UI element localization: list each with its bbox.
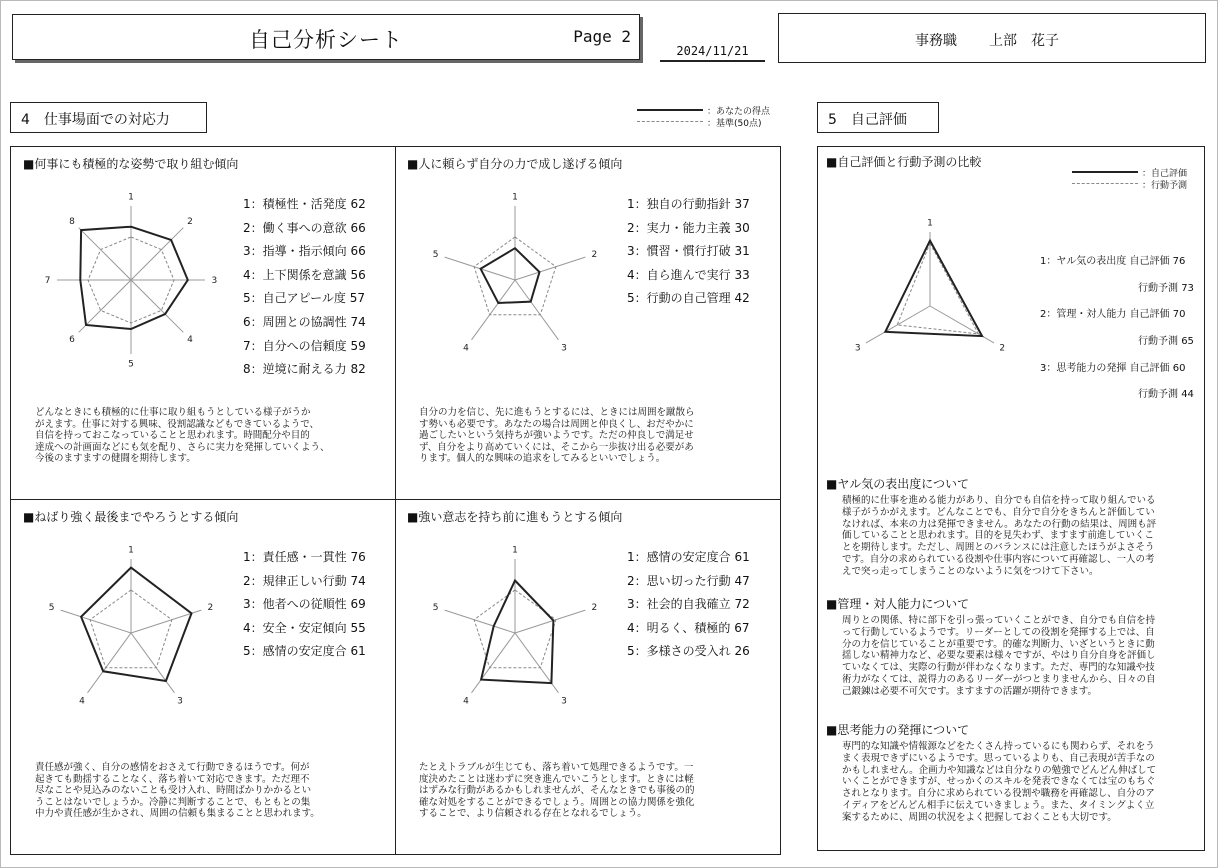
score-value: 33 bbox=[734, 267, 750, 282]
score-value: 72 bbox=[734, 597, 750, 612]
comment-line: ず、自分をより高めていくには、そこから一歩抜け出る必要があ bbox=[419, 441, 694, 453]
comment-line: 度決めたことは迷わずに突き進んでいこうとします。ときには軽 bbox=[419, 773, 694, 785]
self-eval-legend bbox=[1072, 166, 1202, 190]
self-eval-label: 3：思考能力の発揮 bbox=[1040, 363, 1127, 374]
panel-comment bbox=[419, 407, 743, 465]
legend-predict-line bbox=[1072, 183, 1138, 184]
title-box bbox=[12, 14, 640, 60]
predict-value: 65 bbox=[1181, 336, 1194, 347]
radar-axis-label: 6 bbox=[69, 334, 75, 345]
score-value: 30 bbox=[734, 220, 750, 235]
comment-line: はずみな行動があるかもしれませんが、そんなときでも事後の的 bbox=[419, 785, 695, 797]
legend-score-line bbox=[637, 109, 703, 111]
score-value: 47 bbox=[734, 573, 750, 588]
section5-heading: 5 自己評価 bbox=[817, 102, 939, 133]
self-eval-type: 自己評価 bbox=[1129, 309, 1170, 320]
legend-self-line bbox=[1072, 171, 1138, 173]
predict-type: 行動予測 bbox=[1138, 389, 1178, 400]
score-list bbox=[243, 548, 393, 666]
text-line: 分の力を信じていることが重要です。的確な判断力、いざというときに動 bbox=[842, 638, 1155, 650]
comment-line: 責任感が強く、自分の感情をおさえて行動できるほうです。何が bbox=[35, 762, 310, 773]
self-eval-row bbox=[1040, 252, 1185, 267]
panel-proactive bbox=[11, 147, 395, 500]
predict-row bbox=[1138, 279, 1194, 294]
text-line: されとなります。自分に求められている役割や職務を再確認し、自分のア bbox=[842, 788, 1155, 800]
radar-axis-label: 1 bbox=[512, 192, 518, 203]
text-line: 周りとの関係、特に部下を引っ張っていくことができ、自分でも自信を持 bbox=[842, 615, 1156, 626]
score-item bbox=[627, 548, 777, 572]
score-item bbox=[243, 219, 393, 243]
score-value: 61 bbox=[350, 644, 366, 659]
page-number: Page 2 bbox=[573, 27, 631, 46]
sheet-title: 自己分析シート bbox=[249, 28, 403, 52]
score-list bbox=[243, 195, 393, 384]
score-value: 67 bbox=[734, 620, 750, 635]
thinking-text bbox=[842, 741, 1188, 824]
radar-axis-line bbox=[515, 280, 558, 340]
score-value: 74 bbox=[350, 573, 366, 588]
score-item bbox=[627, 619, 777, 643]
score-value: 74 bbox=[350, 314, 366, 329]
legend-baseline-line bbox=[637, 121, 703, 122]
radar-axis-label: 3 bbox=[211, 276, 218, 286]
comment-line: どんなときにも積極的に仕事に取り組もうとしている様子がうか bbox=[35, 407, 311, 418]
comment-line: うことはないでしょうか。冷静に判断することで、もともとの集 bbox=[35, 796, 311, 808]
score-value: 66 bbox=[350, 244, 366, 259]
text-line: 揺しない精神力など、必要な要素は様々ですが、やはり自分自身を評価し bbox=[842, 650, 1156, 662]
radar-axis-line bbox=[61, 610, 131, 633]
text-line: 様子がうかがえます。どんなことでも、自分で自分をきちんと評価してい bbox=[842, 506, 1155, 518]
text-line: えで突っ走ってしまうことのないように気をつけて下さい。 bbox=[842, 565, 1099, 577]
score-value: 82 bbox=[350, 362, 366, 377]
comment-line: 自分の力を信じ、先に進もうとするには、ときには周囲を蹴散ら bbox=[419, 407, 695, 418]
score-value: 76 bbox=[350, 550, 366, 564]
comment-line: ります。個人的な興味の追求をしてみるといいでしょう。 bbox=[419, 453, 666, 465]
comment-line: 過ごしたいという気持ちが強いようです。ただの仲良しで満足せ bbox=[419, 430, 694, 442]
radar-axis-line bbox=[472, 280, 515, 340]
legend-self-label: ：自己評価 bbox=[1142, 169, 1188, 179]
radar-axis-label: 2 bbox=[591, 603, 598, 614]
self-eval-value: 76 bbox=[1172, 256, 1186, 267]
score-item bbox=[243, 360, 393, 384]
radar-score-polygon bbox=[481, 248, 540, 303]
score-value: 31 bbox=[734, 244, 750, 259]
person-name: 上部 花子 bbox=[989, 33, 1059, 49]
radar-axis-line bbox=[930, 306, 994, 343]
radar-axis-label: 7 bbox=[44, 276, 51, 286]
score-label: 5：自己アピール度 bbox=[243, 291, 346, 306]
score-label: 2：働く事への意欲 bbox=[243, 220, 347, 235]
self-eval-label: 1：ヤル気の表出度 bbox=[1040, 256, 1127, 267]
score-label: 6：周囲との協調性 bbox=[243, 314, 347, 329]
radar-score-polygon bbox=[885, 241, 982, 337]
panel-independent bbox=[395, 147, 779, 500]
score-item bbox=[243, 195, 393, 219]
self-eval-value: 70 bbox=[1172, 309, 1186, 320]
score-item bbox=[627, 595, 777, 619]
score-label: 1：感情の安定度合 bbox=[627, 550, 731, 564]
predict-value: 44 bbox=[1181, 389, 1194, 400]
radar-axis-label: 3 bbox=[177, 696, 183, 707]
comment-line: 達成への計画面などにも気を配り、さらに実力を発揮していくよう、 bbox=[35, 441, 330, 453]
radar-axis-label: 1 bbox=[128, 545, 134, 556]
comment-line: たとえトラブルが生じても、落ち着いて処理できるようです。一 bbox=[419, 762, 694, 773]
radar-axis-label: 5 bbox=[48, 603, 55, 614]
score-label: 2：実力・能力主義 bbox=[627, 220, 731, 235]
text-line: 己鍛錬は必要不可欠です。ますますの活躍が期待できます。 bbox=[842, 685, 1097, 697]
text-line: です。自分の求められている役割や仕事内容について再確認し、一人の考 bbox=[842, 553, 1155, 565]
radar-axis-label: 1 bbox=[512, 545, 518, 556]
score-value: 42 bbox=[734, 291, 750, 306]
score-label: 5：感情の安定度合 bbox=[243, 644, 347, 659]
score-label: 4：自ら進んで実行 bbox=[627, 267, 731, 282]
comment-line: 自信を持っておこなっていることと思われます。時間配分や目的 bbox=[35, 430, 310, 442]
radar-axis-label: 2 bbox=[187, 217, 193, 228]
management-text bbox=[842, 615, 1188, 698]
score-item bbox=[627, 219, 777, 243]
radar-axis-line bbox=[79, 228, 131, 280]
score-label: 4：上下関係を意識 bbox=[243, 267, 347, 282]
radar-axis-label: 3 bbox=[561, 696, 567, 707]
text-line: 案するために、周囲の状況をよく把握しておくことも大切です。 bbox=[842, 811, 1117, 823]
radar-axis-label: 1 bbox=[128, 192, 134, 203]
radar-chart-proactive bbox=[31, 185, 231, 375]
radar-score-polygon bbox=[80, 227, 188, 329]
score-label: 1：責任感・一貫性 bbox=[243, 550, 347, 564]
report-date: 2024/11/21 bbox=[660, 44, 765, 62]
score-item bbox=[243, 313, 393, 337]
radar-chart-persistent bbox=[31, 538, 231, 728]
radar-axis-line bbox=[88, 633, 131, 693]
text-line: 積極的に仕事を進める能力があり、自分でも自信を持って取り組んでいる bbox=[842, 495, 1156, 506]
motivation-text bbox=[842, 495, 1188, 578]
panel-title: ■ねばり強く最後までやろうとする傾向 bbox=[23, 510, 239, 524]
radar-axis-line bbox=[472, 633, 515, 693]
self-eval-value: 60 bbox=[1172, 363, 1186, 374]
score-item bbox=[243, 572, 393, 596]
score-value: 26 bbox=[734, 644, 750, 659]
radar-axis-label: 1 bbox=[927, 218, 933, 229]
text-line: かもしれません。企画力や知識などは自分なりの勉強でどんどん伸ばして bbox=[842, 764, 1157, 776]
score-label: 1：積極性・活発度 bbox=[243, 197, 347, 211]
score-label: 5：行動の自己管理 bbox=[627, 291, 731, 306]
panel-strong-will bbox=[395, 500, 779, 853]
comment-line: 尽なことや見込みのないことも受け入れ、時間ばかりかかるとい bbox=[35, 785, 312, 797]
score-list bbox=[627, 548, 777, 666]
panel-title: ■人に頼らず自分の力で成し遂げる傾向 bbox=[407, 157, 623, 171]
score-label: 7：自分への信頼度 bbox=[243, 338, 347, 353]
section4-heading: 4 仕事場面での対応力 bbox=[10, 102, 207, 133]
self-eval-type: 自己評価 bbox=[1129, 363, 1170, 374]
predict-row bbox=[1138, 385, 1194, 400]
text-line: まく表現できずにいるようです。思っているよりも、自己表現が苦手なの bbox=[842, 752, 1155, 764]
radar-axis-line bbox=[131, 280, 183, 332]
score-value: 57 bbox=[349, 291, 366, 306]
text-line: ていなくては、実際の行動が伴わなくなります。ただ、専門的な知識や技 bbox=[842, 662, 1155, 674]
score-item bbox=[243, 548, 393, 572]
panel-title: ■強い意志を持ち前に進もうとする傾向 bbox=[407, 510, 623, 524]
radar-axis-label: 4 bbox=[463, 343, 469, 354]
radar-axis-line bbox=[866, 306, 930, 343]
section4-legend bbox=[637, 104, 782, 128]
score-item bbox=[243, 337, 393, 361]
score-label: 3：慣習・慣行打破 bbox=[627, 244, 731, 259]
radar-axis-label: 2 bbox=[591, 250, 598, 261]
score-value: 59 bbox=[350, 338, 366, 353]
score-label: 3：指導・指示傾向 bbox=[243, 244, 347, 259]
score-item bbox=[243, 289, 393, 313]
self-eval-row bbox=[1040, 305, 1185, 320]
radar-axis-label: 4 bbox=[463, 696, 469, 707]
panel-comment bbox=[419, 762, 743, 820]
score-label: 5：多様さの受入れ bbox=[627, 644, 731, 659]
text-line: なければ、本来の力は発揮できません。あなたの行動の結果は、周囲も評 bbox=[842, 518, 1157, 530]
name-box bbox=[778, 13, 1206, 63]
score-label: 8：逆境に耐える力 bbox=[243, 362, 347, 377]
comment-line: することで、より信頼される存在となれるでしょう。 bbox=[419, 808, 647, 820]
score-item bbox=[627, 195, 777, 219]
score-value: 66 bbox=[350, 220, 366, 235]
comment-line: 確な対処をすることができるでしょう。周囲との協力関係を強化 bbox=[419, 796, 695, 808]
motivation-heading: ■ヤル気の表出度について bbox=[826, 477, 969, 491]
text-line: 術力がなくては、説得力のあるリーダーがつとまりませんから、日々の自 bbox=[842, 673, 1156, 685]
score-value: 37 bbox=[734, 197, 750, 211]
score-label: 4：安全・安定傾向 bbox=[243, 620, 347, 635]
score-item bbox=[627, 289, 777, 313]
management-heading: ■管理・対人能力について bbox=[826, 597, 970, 611]
self-eval-row bbox=[1040, 359, 1185, 374]
comment-line: す勢いも必要です。あなたの場合は周囲と仲良くし、おだやかに bbox=[419, 418, 694, 430]
radar-axis-label: 2 bbox=[999, 343, 1006, 354]
radar-chart-strong-will bbox=[415, 538, 615, 728]
score-label: 1：独自の行動指針 bbox=[627, 197, 731, 211]
radar-score-polygon bbox=[81, 568, 191, 681]
panel-comment bbox=[35, 762, 359, 820]
self-eval-label: 2：管理・対人能力 bbox=[1040, 309, 1127, 320]
score-list bbox=[627, 195, 777, 313]
radar-axis-label: 4 bbox=[187, 334, 193, 345]
score-item bbox=[243, 242, 393, 266]
radar-axis-line bbox=[445, 610, 515, 633]
score-value: 69 bbox=[350, 597, 366, 612]
thinking-heading: ■思考能力の発揮について bbox=[826, 723, 970, 737]
text-line: イディアをどんどん相手に伝えていきましょう。また、タイミングよく立 bbox=[842, 799, 1155, 811]
score-label: 2：規律正しい行動 bbox=[243, 573, 347, 588]
radar-axis-label: 2 bbox=[207, 603, 214, 614]
text-line: いくことができますが、せっかくのスキルを発表できなくては宝のもちぐ bbox=[842, 776, 1156, 788]
text-line: とを期待します。ただし、周囲とのバランスには注意したほうがよさそう bbox=[842, 542, 1155, 554]
score-value: 61 bbox=[734, 550, 750, 564]
radar-axis-label: 5 bbox=[128, 359, 134, 370]
radar-axis-label: 5 bbox=[432, 603, 439, 614]
score-label: 2：思い切った行動 bbox=[627, 573, 731, 588]
score-item bbox=[243, 595, 393, 619]
radar-axis-line bbox=[131, 633, 174, 693]
score-label: 4：明るく、積極的 bbox=[627, 620, 731, 635]
score-value: 56 bbox=[350, 267, 366, 282]
score-label: 3：他者への従順性 bbox=[243, 597, 347, 612]
comment-line: 今後のますますの健闘を期待します。 bbox=[35, 453, 196, 465]
predict-row bbox=[1138, 332, 1194, 347]
self-evaluation-panel bbox=[817, 146, 1205, 851]
radar-axis-label: 3 bbox=[561, 343, 567, 354]
radar-chart-self-eval bbox=[830, 211, 1030, 401]
panel-persistent bbox=[11, 500, 395, 853]
radar-axis-line bbox=[515, 257, 585, 280]
score-value: 62 bbox=[350, 197, 366, 211]
panel-title: ■何事にも積極的な姿勢で取り組む傾向 bbox=[23, 157, 239, 171]
score-item bbox=[627, 642, 777, 666]
legend-predict-label: ：行動予測 bbox=[1142, 181, 1188, 191]
radar-axis-label: 8 bbox=[69, 217, 75, 228]
predict-value: 73 bbox=[1181, 283, 1194, 294]
radar-axis-label: 4 bbox=[79, 696, 85, 707]
predict-type: 行動予測 bbox=[1138, 336, 1178, 347]
panel-comment bbox=[35, 407, 359, 465]
legend-score-label: ：あなたの得点 bbox=[707, 107, 771, 117]
radar-axis-label: 3 bbox=[854, 343, 861, 354]
score-value: 55 bbox=[350, 620, 366, 635]
radar-axis-label: 5 bbox=[432, 250, 439, 261]
score-item bbox=[243, 266, 393, 290]
job-title: 事務職 bbox=[915, 33, 957, 49]
score-item bbox=[243, 619, 393, 643]
legend-baseline-label: ：基準(50点) bbox=[707, 119, 762, 129]
score-item bbox=[627, 242, 777, 266]
predict-type: 行動予測 bbox=[1138, 283, 1178, 294]
score-label: 3：社会的自我確立 bbox=[627, 597, 731, 612]
text-line: って行動しているようです。リーダーとしての役割を発揮する上では、自 bbox=[842, 626, 1155, 638]
score-item bbox=[627, 572, 777, 596]
tendency-grid bbox=[10, 146, 781, 855]
comment-line: 起きても動揺することなく、落ち着いて対応できます。ただ理不 bbox=[35, 773, 310, 785]
score-item bbox=[627, 266, 777, 290]
score-item bbox=[243, 642, 393, 666]
text-line: 専門的な知識や情報源などをたくさん持っているにも関わらず、それをう bbox=[842, 741, 1155, 752]
text-line: 価していることと思われます。目的を見失わず、ますます前進していくこ bbox=[842, 530, 1154, 542]
self-eval-title: ■自己評価と行動予測の比較 bbox=[826, 155, 982, 169]
self-eval-type: 自己評価 bbox=[1129, 256, 1170, 267]
comment-line: 中力や責任感が生かされ、周囲の信頼も集まることと思われます。 bbox=[35, 808, 320, 820]
radar-axis-line bbox=[515, 610, 585, 633]
radar-chart-independent bbox=[415, 185, 615, 375]
comment-line: がえます。仕事に対する興味、役割認識などもできているようで、 bbox=[35, 418, 320, 430]
